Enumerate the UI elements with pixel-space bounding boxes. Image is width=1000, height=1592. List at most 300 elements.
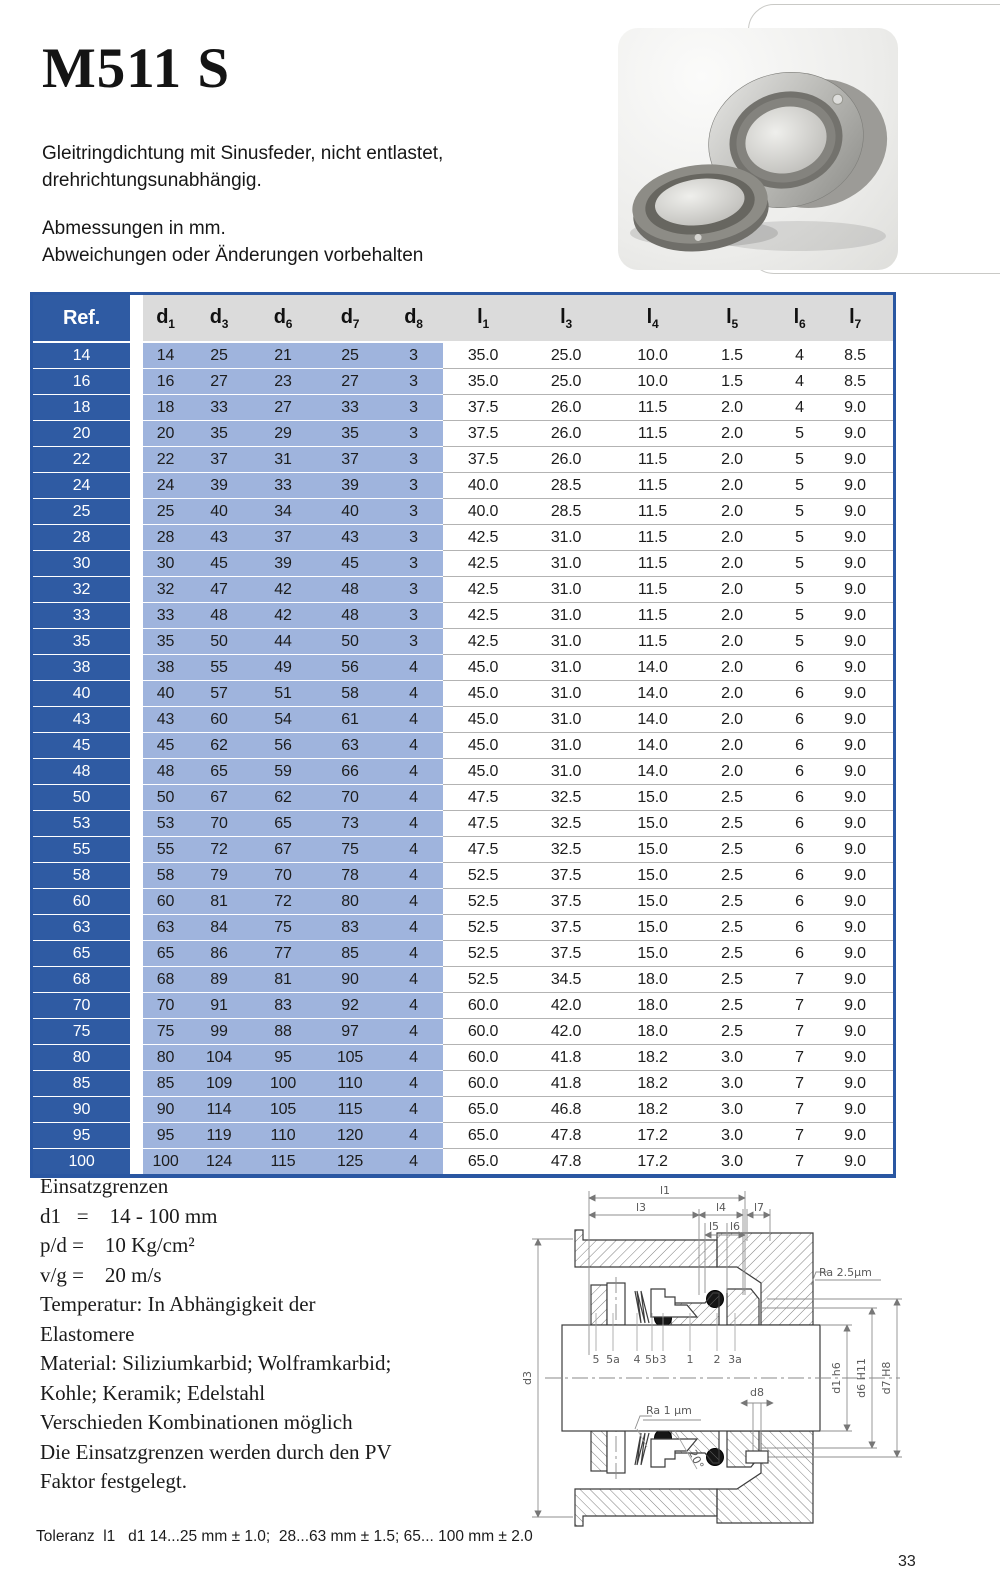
value-cell: 81 [188,889,250,915]
gap-cell [130,473,143,499]
table-row [33,1045,893,1071]
value-cell: 18.2 [609,1045,696,1071]
value-cell: 86 [188,941,250,967]
value-cell: 32 [143,577,188,603]
value-cell: 4 [384,759,443,785]
spec-line: Material: Siliziumkarbid; Wolframkarbid; [40,1351,392,1375]
spec-line: Temperatur: In Abhängigkeit der [40,1292,316,1316]
dim-label-l7: l7 [753,1201,765,1214]
tail-cell [879,681,893,707]
value-cell: 26.0 [523,447,609,473]
value-cell: 14.0 [609,733,696,759]
value-cell: 14.0 [609,707,696,733]
surface-label-bottom: Ra 1 μm [646,1404,692,1417]
value-cell: 4 [384,993,443,1019]
gap-cell [130,733,143,759]
value-cell: 3.0 [696,1045,768,1071]
value-cell: 42.5 [443,603,523,629]
gap-cell [130,1019,143,1045]
value-cell: 27 [188,369,250,395]
tail-cell [879,733,893,759]
value-cell: 60.0 [443,1071,523,1097]
value-cell: 32.5 [523,785,609,811]
ref-cell: 80 [33,1045,130,1071]
value-cell: 35 [188,421,250,447]
value-cell: 110 [250,1123,316,1149]
tail-cell [879,421,893,447]
column-header-l5: $l_5$ [696,295,768,342]
value-cell: 58 [143,863,188,889]
value-cell: 15.0 [609,811,696,837]
value-cell: 2.0 [696,655,768,681]
value-cell: 9.0 [831,655,879,681]
value-cell: 65.0 [443,1123,523,1149]
value-cell: 90 [143,1097,188,1123]
value-cell: 11.5 [609,577,696,603]
value-cell: 26.0 [523,395,609,421]
gap-cell [130,863,143,889]
table-row [33,629,893,655]
tail-cell [879,993,893,1019]
tail-cell [879,655,893,681]
value-cell: 9.0 [831,993,879,1019]
gap-cell [130,941,143,967]
value-cell: 72 [250,889,316,915]
dim-label-l3: l3 [635,1201,647,1214]
value-cell: 31.0 [523,681,609,707]
ref-cell: 58 [33,863,130,889]
value-cell: 17.2 [609,1123,696,1149]
tail-cell [879,863,893,889]
value-cell: 10.0 [609,369,696,395]
value-cell: 70 [316,785,384,811]
value-cell: 15.0 [609,837,696,863]
ref-cell: 32 [33,577,130,603]
value-cell: 99 [188,1019,250,1045]
table-row [33,473,893,499]
dim-label-d7: d7 H8 [880,1361,893,1395]
value-cell: 2.5 [696,941,768,967]
value-cell: 44 [250,629,316,655]
value-cell: 77 [250,941,316,967]
value-cell: 58 [316,681,384,707]
value-cell: 49 [250,655,316,681]
value-cell: 37 [188,447,250,473]
value-cell: 7 [768,1097,831,1123]
value-cell: 30 [143,551,188,577]
tolerance-note: Toleranz l1 d1 14...25 mm ± 1.0; 28...63 mm ± 1.5; 65... 100 mm ± 2.0 [36,1528,533,1545]
value-cell: 65.0 [443,1149,523,1175]
value-cell: 65.0 [443,1097,523,1123]
value-cell: 37 [250,525,316,551]
value-cell: 15.0 [609,785,696,811]
value-cell: 50 [143,785,188,811]
table-row [33,811,893,837]
table-row [33,863,893,889]
value-cell: 31.0 [523,577,609,603]
value-cell: 4 [384,1149,443,1175]
value-cell: 9.0 [831,629,879,655]
dim-label-d6: d6 H11 [855,1358,868,1398]
column-header-l1: $l_1$ [443,295,523,342]
spec-line: Kohle; Keramik; Edelstahl [40,1380,266,1405]
gap-cell [130,1045,143,1071]
value-cell: 25 [143,499,188,525]
value-cell: 31.0 [523,655,609,681]
value-cell: 2.5 [696,889,768,915]
value-cell: 55 [188,655,250,681]
value-cell: 33 [188,395,250,421]
value-cell: 65 [250,811,316,837]
value-cell: 31.0 [523,551,609,577]
value-cell: 42.5 [443,629,523,655]
value-cell: 6 [768,681,831,707]
description-line: drehrichtungsunabhängig. [42,170,262,191]
page-title: M511 S [42,37,231,100]
value-cell: 4 [384,889,443,915]
value-cell: 31.0 [523,707,609,733]
value-cell: 9.0 [831,811,879,837]
value-cell: 47 [188,577,250,603]
dim-label-l6: l6 [729,1220,741,1233]
value-cell: 20 [143,421,188,447]
table-row [33,993,893,1019]
tail-cell [879,395,893,421]
value-cell: 29 [250,421,316,447]
value-cell: 10.0 [609,342,696,369]
seal-section-lower [575,1425,813,1526]
value-cell: 6 [768,941,831,967]
value-cell: 120 [316,1123,384,1149]
tail-cell [879,941,893,967]
value-cell: 70 [188,811,250,837]
gap-cell [130,369,143,395]
gap-cell [130,655,143,681]
tail-cell [879,525,893,551]
value-cell: 9.0 [831,889,879,915]
gap-cell [130,577,143,603]
value-cell: 9.0 [831,1123,879,1149]
ref-cell: 43 [33,707,130,733]
seal-section-upper [575,1230,813,1331]
column-header-l6: $l_6$ [768,295,831,342]
ref-cell: 48 [33,759,130,785]
value-cell: 73 [316,811,384,837]
value-cell: 92 [316,993,384,1019]
table-row [33,603,893,629]
value-cell: 9.0 [831,1045,879,1071]
table-row [33,551,893,577]
column-header-d7: $d_7$ [316,295,384,342]
page-number: 33 [898,1553,916,1570]
value-cell: 60.0 [443,1045,523,1071]
value-cell: 2.0 [696,733,768,759]
ref-cell: 95 [33,1123,130,1149]
column-header-d8: $d_8$ [384,295,443,342]
value-cell: 9.0 [831,837,879,863]
gland-plate [575,1230,717,1267]
value-cell: 11.5 [609,421,696,447]
value-cell: 7 [768,1045,831,1071]
value-cell: 2.5 [696,837,768,863]
table-row [33,1019,893,1045]
value-cell: 52.5 [443,915,523,941]
value-cell: 40.0 [443,473,523,499]
value-cell: 4 [384,1071,443,1097]
value-cell: 6 [768,785,831,811]
tail-cell [879,1019,893,1045]
table-row [33,395,893,421]
value-cell: 9.0 [831,525,879,551]
value-cell: 6 [768,889,831,915]
dimension-notes [42,215,423,269]
value-cell: 110 [316,1071,384,1097]
value-cell: 15.0 [609,941,696,967]
value-cell: 65 [188,759,250,785]
value-cell: 6 [768,837,831,863]
value-cell: 11.5 [609,447,696,473]
value-cell: 14.0 [609,681,696,707]
value-cell: 95 [250,1045,316,1071]
table-row [33,447,893,473]
value-cell: 26.0 [523,421,609,447]
value-cell: 37.5 [443,447,523,473]
gap-cell [130,915,143,941]
surface-label-top: Ra 2.5μm [819,1266,872,1279]
value-cell: 9.0 [831,395,879,421]
ref-cell: 25 [33,499,130,525]
value-cell: 11.5 [609,395,696,421]
gap-cell [130,759,143,785]
gap-cell [130,603,143,629]
gap-cell [130,785,143,811]
value-cell: 18.0 [609,1019,696,1045]
value-cell: 60 [188,707,250,733]
description-line: Gleitringdichtung mit Sinusfeder, nicht entlastet, [42,143,444,164]
value-cell: 9.0 [831,785,879,811]
gap-cell [130,1097,143,1123]
value-cell: 11.5 [609,603,696,629]
value-cell: 57 [188,681,250,707]
value-cell: 56 [316,655,384,681]
value-cell: 42.5 [443,577,523,603]
value-cell: 4 [768,369,831,395]
value-cell: 48 [188,603,250,629]
value-cell: 60.0 [443,993,523,1019]
dim-label-l4: l4 [715,1201,727,1214]
value-cell: 78 [316,863,384,889]
table-row [33,915,893,941]
value-cell: 37.5 [523,915,609,941]
dim-label-l1: l1 [659,1184,671,1197]
dim-label-d1: d1 h6 [830,1362,843,1394]
value-cell: 9.0 [831,863,879,889]
table-row [33,759,893,785]
value-cell: 9.0 [831,1019,879,1045]
value-cell: 6 [768,655,831,681]
value-cell: 5 [768,473,831,499]
value-cell: 83 [316,915,384,941]
gap-cell [130,499,143,525]
dim-label-d3: d3 [521,1371,534,1385]
value-cell: 2.0 [696,447,768,473]
value-cell: 45.0 [443,707,523,733]
ref-cell: 38 [33,655,130,681]
value-cell: 4 [384,733,443,759]
value-cell: 5 [768,629,831,655]
value-cell: 42.5 [443,551,523,577]
tail-cell [879,577,893,603]
value-cell: 2.0 [696,421,768,447]
spec-line: Faktor festgelegt. [40,1469,187,1493]
spec-line: Verschieden Kombinationen möglich [40,1410,353,1434]
gap-cell [130,447,143,473]
gap-cell [130,681,143,707]
gap-cell [130,525,143,551]
value-cell: 3.0 [696,1071,768,1097]
value-cell: 45 [188,551,250,577]
ref-cell: 40 [33,681,130,707]
surface-finish-top [811,1266,881,1285]
value-cell: 5 [768,603,831,629]
table-row [33,577,893,603]
value-cell: 3 [384,577,443,603]
value-cell: 28 [143,525,188,551]
value-cell: 37.5 [523,889,609,915]
ref-cell: 20 [33,421,130,447]
ref-cell: 45 [33,733,130,759]
value-cell: 45.0 [443,733,523,759]
value-cell: 2.0 [696,629,768,655]
table-row [33,525,893,551]
tail-cell [879,811,893,837]
ref-cell: 68 [33,967,130,993]
value-cell: 7 [768,1123,831,1149]
tail-cell [879,551,893,577]
value-cell: 4 [768,342,831,369]
value-cell: 31.0 [523,629,609,655]
value-cell: 70 [250,863,316,889]
spec-line: Die Einsatzgrenzen werden durch den PV [40,1439,392,1464]
dim-label-l5: l5 [708,1220,720,1233]
value-cell: 38 [143,655,188,681]
spec-line: Elastomere [40,1321,135,1346]
value-cell: 2.5 [696,967,768,993]
value-cell: 52.5 [443,863,523,889]
product-photo [618,28,898,270]
value-cell: 6 [768,707,831,733]
tail-cell [879,707,893,733]
value-cell: 2.0 [696,551,768,577]
value-cell: 109 [188,1071,250,1097]
value-cell: 18.2 [609,1071,696,1097]
ref-cell: 14 [33,342,130,369]
value-cell: 32.5 [523,837,609,863]
value-cell: 70 [143,993,188,1019]
value-cell: 11.5 [609,551,696,577]
value-cell: 9.0 [831,941,879,967]
value-cell: 47.8 [523,1123,609,1149]
value-cell: 18.2 [609,1097,696,1123]
column-header-d1: $d_1$ [143,295,188,342]
value-cell: 3 [384,369,443,395]
value-cell: 47.5 [443,785,523,811]
value-cell: 39 [316,473,384,499]
value-cell: 3 [384,447,443,473]
value-cell: 21 [250,342,316,369]
value-cell: 4 [384,941,443,967]
table-row [33,785,893,811]
value-cell: 3 [384,629,443,655]
part-label: 3 [659,1353,667,1366]
value-cell: 119 [188,1123,250,1149]
table-row [33,967,893,993]
value-cell: 125 [316,1149,384,1175]
tail-cell [879,1045,893,1071]
value-cell: 59 [250,759,316,785]
spec-line: p/d = 10 Kg/cm² [40,1233,195,1257]
value-cell: 2.5 [696,1019,768,1045]
value-cell: 16 [143,369,188,395]
usage-limits-block [40,1172,392,1497]
value-cell: 31.0 [523,759,609,785]
value-cell: 25 [316,342,384,369]
value-cell: 60.0 [443,1019,523,1045]
value-cell: 14.0 [609,655,696,681]
value-cell: 4 [384,863,443,889]
table-row [33,837,893,863]
value-cell: 41.8 [523,1071,609,1097]
gap-cell [130,811,143,837]
gap-cell [130,629,143,655]
value-cell: 11.5 [609,473,696,499]
value-cell: 3 [384,342,443,369]
value-cell: 1.5 [696,342,768,369]
value-cell: 90 [316,967,384,993]
ref-cell: 33 [33,603,130,629]
value-cell: 37.5 [523,941,609,967]
value-cell: 48 [316,577,384,603]
value-cell: 27 [316,369,384,395]
column-header-l4: $l_4$ [609,295,696,342]
value-cell: 31.0 [523,603,609,629]
tail-cell [879,1123,893,1149]
gap-cell [130,837,143,863]
value-cell: 8.5 [831,369,879,395]
value-cell: 28.5 [523,499,609,525]
tail-cell [879,837,893,863]
value-cell: 91 [188,993,250,1019]
tail-cell [879,603,893,629]
value-cell: 5 [768,421,831,447]
product-description [42,140,443,194]
value-cell: 14.0 [609,759,696,785]
ref-cell: 50 [33,785,130,811]
value-cell: 23 [250,369,316,395]
value-cell: 27 [250,395,316,421]
value-cell: 39 [188,473,250,499]
value-cell: 9.0 [831,681,879,707]
value-cell: 37.5 [443,395,523,421]
value-cell: 9.0 [831,421,879,447]
tail-cell [879,759,893,785]
value-cell: 7 [768,1071,831,1097]
gap-cell [130,967,143,993]
column-header-l3: $l_3$ [523,295,609,342]
value-cell: 31 [250,447,316,473]
value-cell: 2.5 [696,993,768,1019]
value-cell: 2.5 [696,863,768,889]
